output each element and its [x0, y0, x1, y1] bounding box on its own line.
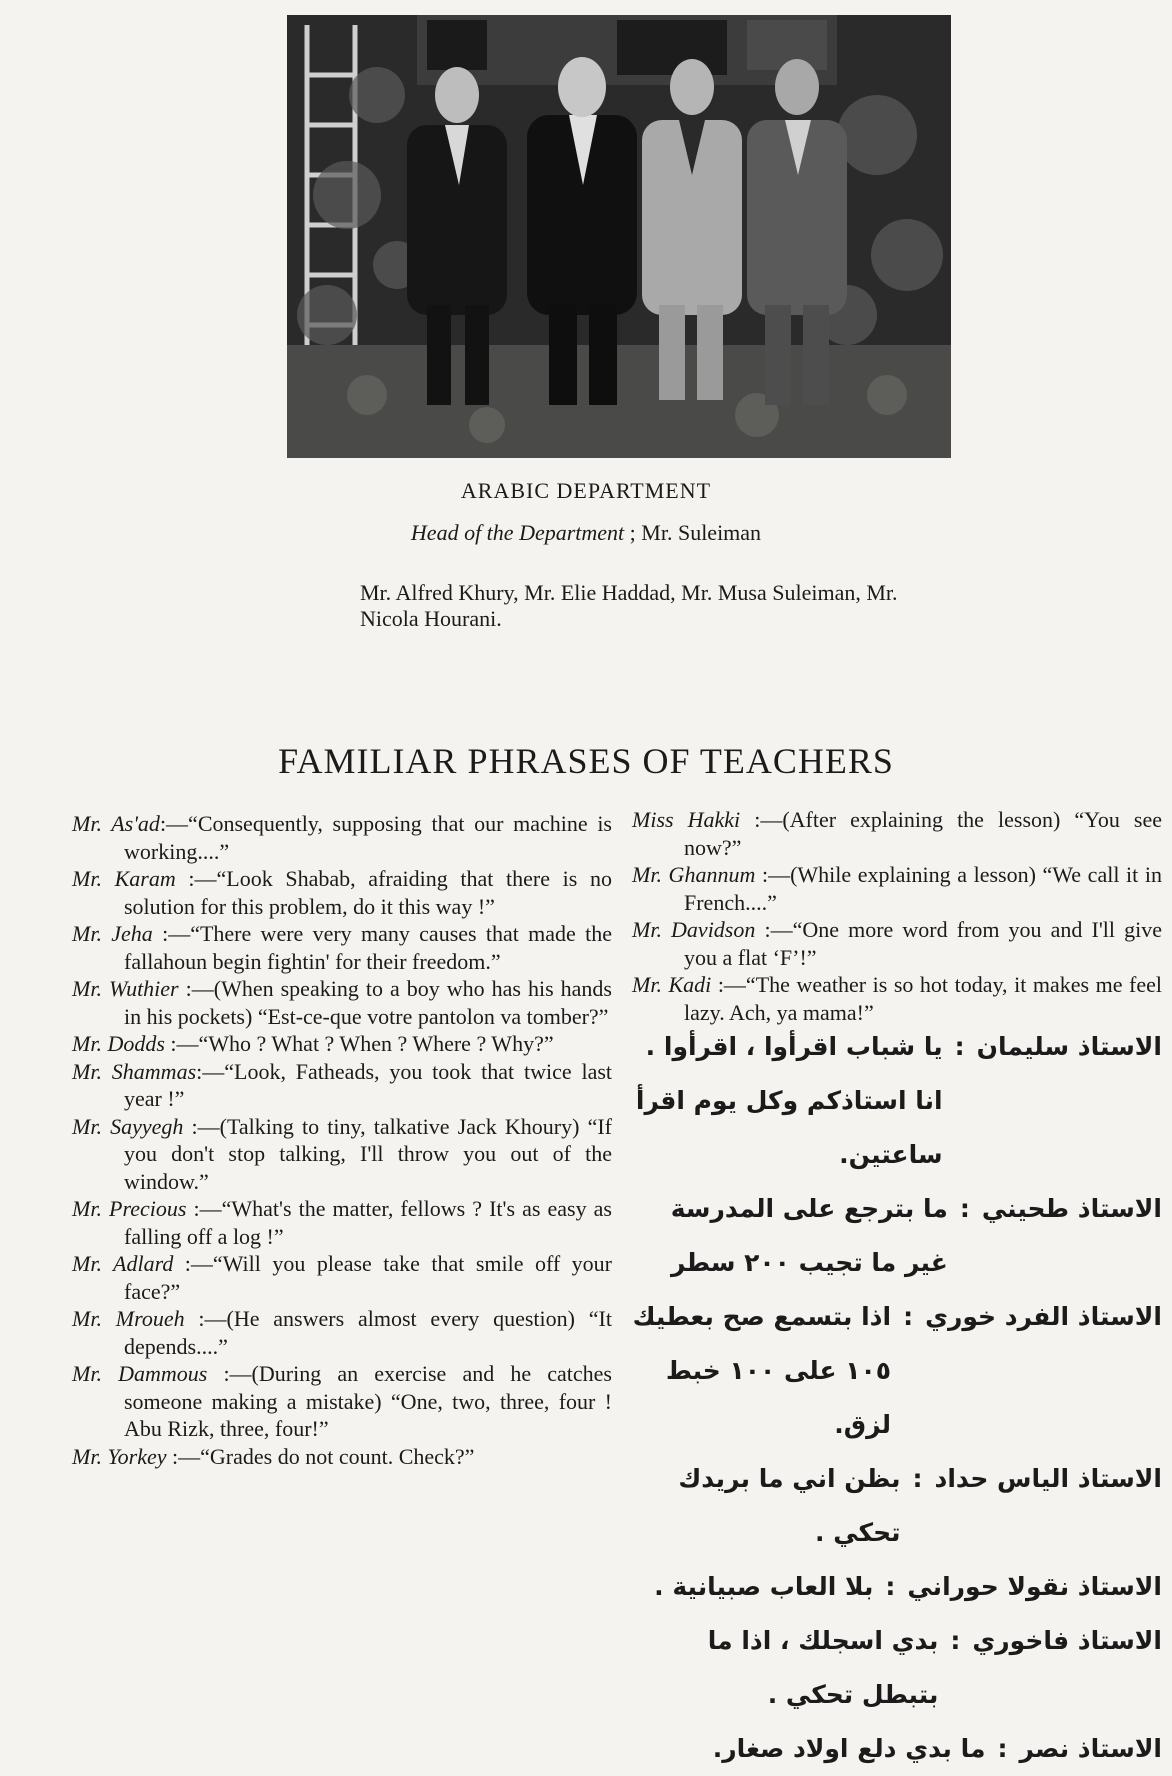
- phrase-text: :—(During an exercise and he catches someone making a mistake) “One, two, three, four ! Abu Rizk, three, four!”: [124, 1361, 612, 1441]
- teacher-name: Mr. Kadi: [632, 972, 712, 997]
- department-photo: [287, 15, 951, 458]
- arabic-phrase-text: بظن اني ما بريدك تحكي .: [678, 1464, 901, 1547]
- arabic-teacher-name: الاستاذ سليمان: [976, 1032, 1162, 1061]
- head-separator: ;: [624, 520, 642, 545]
- phrase-text: :—“Look, Fatheads, you took that twice last year !”: [124, 1058, 613, 1111]
- arabic-entry: [632, 1560, 1162, 1614]
- arabic-phrase-text: اذا بتسمع صح بعطيك ١٠٥ على ١٠٠ خبط لزق.: [632, 1302, 892, 1439]
- arabic-entry: [632, 1290, 1162, 1452]
- arabic-entry: [632, 1452, 1162, 1560]
- phrase-text: :—“There were very many causes that made the fallahoun begin fightin' for their freedom.”: [124, 921, 612, 974]
- teacher-name: Mr. Dammous: [72, 1361, 208, 1386]
- phrase-entry: [632, 861, 1162, 916]
- arabic-teacher-name: الاستاذ فاخوري: [972, 1626, 1162, 1655]
- section-title: FAMILIAR PHRASES OF TEACHERS: [278, 741, 894, 781]
- teacher-name: Mr. Sayyegh: [72, 1113, 184, 1139]
- arabic-teacher-name: الاستاذ الياس حداد: [934, 1464, 1162, 1493]
- photo-scene: [287, 15, 951, 458]
- phrase-entry: [72, 1250, 612, 1305]
- arabic-teacher-name: الاستاذ الفرد خوري: [925, 1302, 1162, 1331]
- phrase-text: :—“One more word from you and I'll give you a flat ‘F’!”: [684, 917, 1162, 970]
- teacher-name: Mr. Yorkey: [72, 1443, 167, 1469]
- phrase-entry: [72, 1305, 612, 1360]
- left-column: [72, 810, 612, 1470]
- phrase-entry: [72, 1195, 612, 1250]
- phrase-entry: [632, 971, 1162, 1026]
- arabic-teacher-name: الاستاذ نصر: [1019, 1734, 1162, 1763]
- phrase-text: :—“Consequently, supposing that our machine is working....”: [124, 811, 612, 864]
- arabic-entry: [632, 1020, 1162, 1182]
- teacher-name: Mr. Mroueh: [72, 1306, 185, 1331]
- caption-title: ARABIC DEPARTMENT: [460, 478, 712, 503]
- phrase-entry: [72, 1113, 612, 1196]
- arabic-teacher-name: الاستاذ نقولا حوراني: [907, 1572, 1162, 1601]
- teacher-name: Mr. Shammas: [72, 1058, 197, 1084]
- phrase-entry: [72, 810, 612, 865]
- phrase-entry: [632, 916, 1162, 971]
- arabic-phrases: [632, 1020, 1162, 1776]
- phrase-text: :—(He answers almost every question) “It depends....”: [124, 1306, 612, 1359]
- phrase-entry: [72, 1030, 612, 1058]
- arabic-teacher-name: الاستاذ طحيني: [981, 1194, 1162, 1223]
- arabic-phrase-text: يا شباب اقرأوا ، اقرأوا . انا استاذكم وكل يوم اقرأ ساعتين.: [635, 1032, 943, 1169]
- arabic-entry: [632, 1722, 1162, 1776]
- arabic-entry: [632, 1182, 1162, 1290]
- phrase-text: :—(After explaining the lesson) “You see now?”: [684, 807, 1162, 860]
- arabic-separator: :: [954, 1032, 965, 1061]
- teacher-name: Mr. Adlard: [72, 1251, 174, 1276]
- phrase-text: :—“The weather is so hot today, it makes me feel lazy. Ach, ya mama!”: [684, 972, 1162, 1025]
- right-column: [632, 806, 1162, 1026]
- arabic-phrase-text: بدي اسجلك ، اذا ما بتبطل تحكي .: [707, 1626, 939, 1709]
- arabic-separator: :: [997, 1734, 1008, 1763]
- phrase-entry: [72, 865, 612, 920]
- arabic-separator: :: [885, 1572, 896, 1601]
- teacher-name: Mr. Karam: [72, 866, 176, 891]
- arabic-phrase-text: بلا العاب صبيانية .: [654, 1572, 874, 1601]
- arabic-entry: [632, 1614, 1162, 1722]
- arabic-separator: :: [912, 1464, 923, 1493]
- phrase-text: :—(When speaking to a boy who has his hands in his pockets) “Est-ce-que votre pantolon va tomber?”: [124, 976, 612, 1029]
- phrase-entry: [72, 920, 612, 975]
- teacher-name: Miss Hakki: [632, 807, 741, 832]
- teacher-name: Mr. Precious: [72, 1196, 187, 1221]
- department-members: Mr. Alfred Khury, Mr. Elie Haddad, Mr. Musa Suleiman, Mr. Nicola Hourani.: [360, 580, 898, 631]
- arabic-separator: :: [959, 1194, 970, 1223]
- phrase-text: :—(Talking to tiny, talkative Jack Khoury) “If you don't stop talking, I'll throw you out of the window.”: [124, 1113, 613, 1194]
- teacher-name: Mr. Ghannum: [632, 862, 756, 887]
- arabic-separator: :: [950, 1626, 961, 1655]
- phrase-text: :—(While explaining a lesson) “We call it in French....”: [684, 862, 1162, 915]
- phrase-entry: [72, 975, 612, 1030]
- teacher-name: Mr. Dodds: [72, 1031, 165, 1056]
- teacher-name: Mr. As'ad: [72, 811, 160, 836]
- phrase-entry: [72, 1058, 612, 1113]
- phrase-entry: [72, 1443, 612, 1471]
- teacher-name: Mr. Wuthier: [72, 976, 179, 1001]
- phrase-text: :—“Who ? What ? When ? Where ? Why?”: [164, 1031, 554, 1056]
- arabic-phrase-text: ما بدي دلع اولاد صغار.: [712, 1734, 986, 1763]
- phrase-text: :—“Grades do not count. Check?”: [166, 1443, 475, 1469]
- phrase-text: :—“Look Shabab, afraiding that there is no solution for this problem, do it this way !”: [124, 866, 612, 919]
- teacher-name: Mr. Jeha: [72, 921, 153, 946]
- teacher-name: Mr. Davidson: [632, 917, 756, 942]
- arabic-phrase-text: ما بترجع على المدرسة غير ما تجيب ٢٠٠ سطر: [670, 1194, 948, 1277]
- arabic-separator: :: [903, 1302, 914, 1331]
- head-name: Mr. Suleiman: [641, 520, 762, 545]
- phrase-text: :—“Will you please take that smile off your face?”: [124, 1251, 612, 1304]
- head-label: Head of the Department: [410, 520, 625, 545]
- phrase-entry: [72, 1360, 612, 1443]
- phrase-entry: [632, 806, 1162, 861]
- phrase-text: :—“What's the matter, fellows ? It's as easy as falling off a log !”: [124, 1196, 612, 1249]
- caption-head: [0, 520, 1172, 546]
